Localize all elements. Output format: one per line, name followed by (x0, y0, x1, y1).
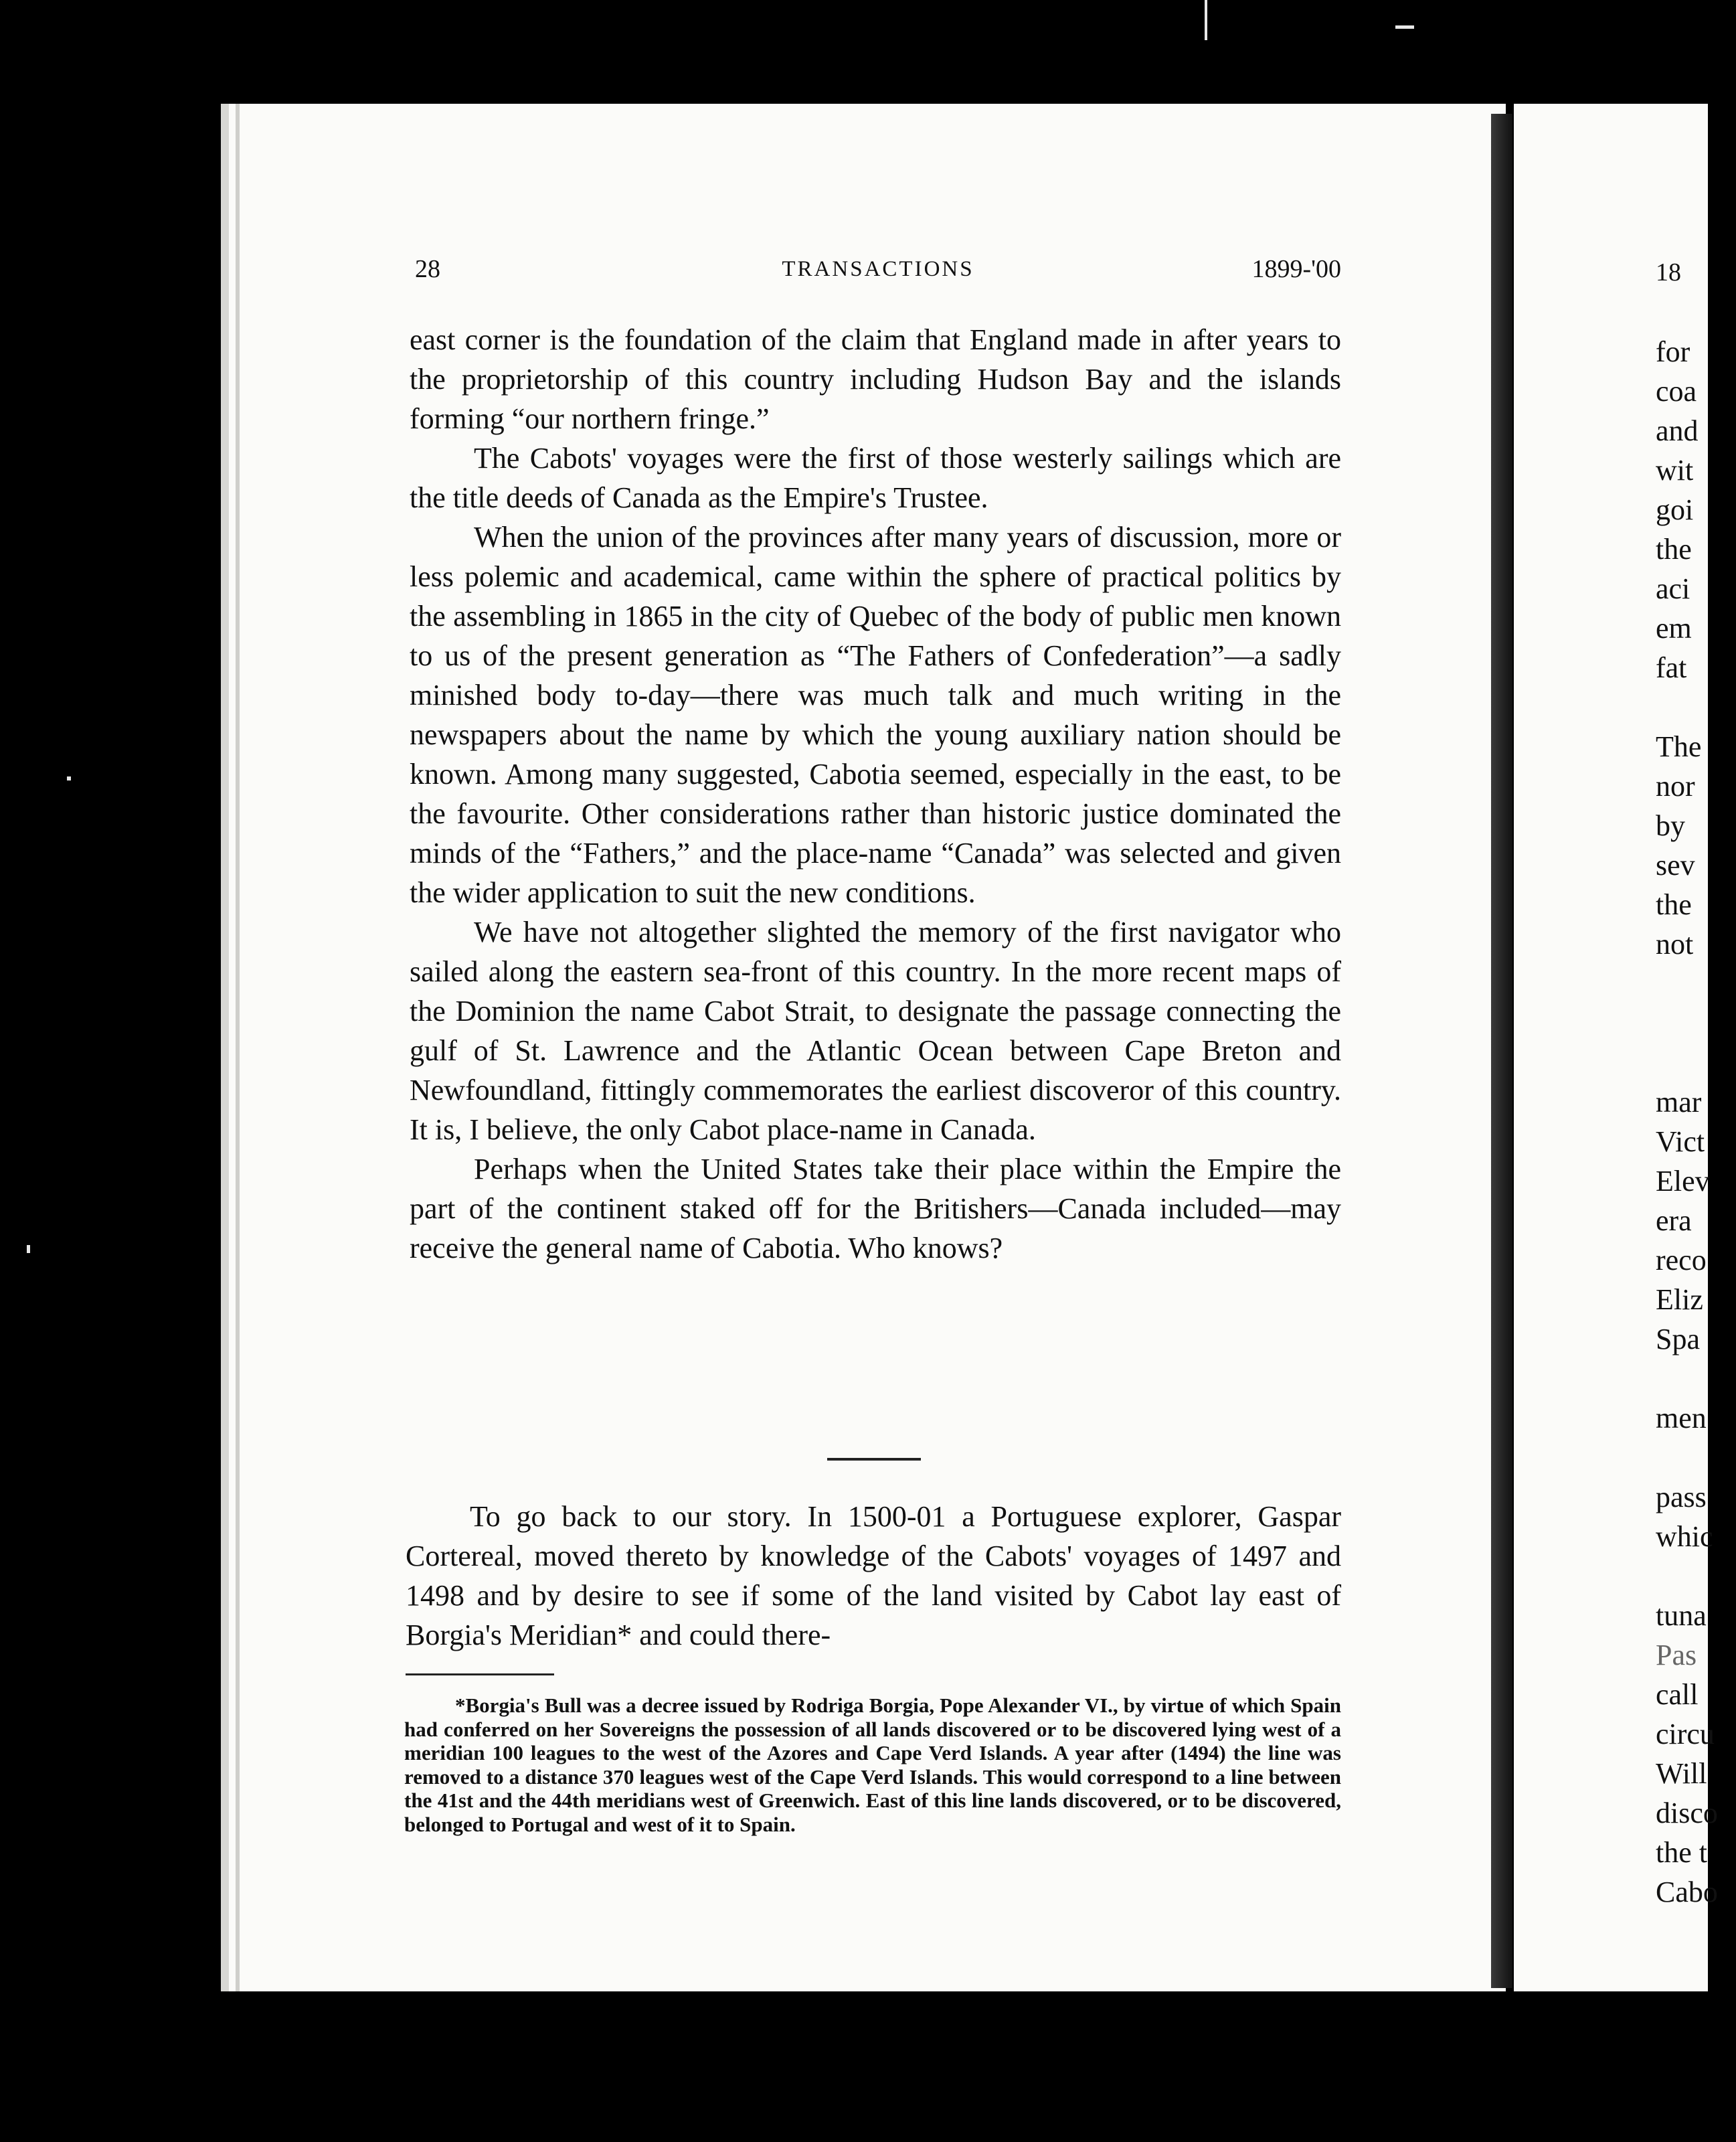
footnote-divider (406, 1673, 554, 1675)
paragraph: east corner is the foundation of the claim that England made in after years to the proprietorship of this country including Hudson Bay and the islands forming “our northern fringe.” (410, 323, 1341, 435)
fragment-line: sev (1656, 849, 1695, 882)
paragraph: The Cabots' voyages were the first of those westerly sailings which are the title deeds of Canada as the Empire's Trustee. (410, 442, 1341, 514)
fragment-line: era (1656, 1204, 1692, 1237)
body-text (410, 320, 1341, 1268)
fragment-line: whic (1656, 1520, 1713, 1553)
fragment-line: wit (1656, 454, 1694, 487)
fragment-line: Spa (1656, 1323, 1700, 1355)
running-title: TRANSACTIONS (782, 257, 974, 281)
scan-speck (1205, 0, 1207, 40)
paragraph: When the union of the provinces after many years of discussion, more or less polemic and academical, came within the sphere of practical politics by the assembling in 1865 in the city of Quebec of the body of public men known to us of the present generation as “The Fathers of Confederation”—a sadly minished body to-day—there was much talk and much writing in the newspapers about the name by which the young auxiliary nation should be known. Among many suggested, Cabotia seemed, especially in the east, to be the favourite. Other considerations rather than historic justice dominated the minds of the “Fathers,” and the place-name “Canada” was selected and given the wider application to suit the new conditions. (410, 521, 1341, 909)
fragment-line: Eliz (1656, 1283, 1703, 1316)
fragment-line: circu (1656, 1718, 1715, 1750)
fragment-line: The (1656, 730, 1702, 763)
section-divider (827, 1458, 921, 1461)
fragment-line: call (1656, 1678, 1699, 1711)
fragment-line: Elev (1656, 1165, 1710, 1198)
fragment-line: the t (1656, 1836, 1707, 1869)
fragment-line: aci (1656, 572, 1690, 605)
fragment-line: Will (1656, 1757, 1707, 1790)
fragment-line: men (1656, 1402, 1707, 1434)
right-page-header: 18 (1656, 258, 1681, 286)
scan-speck (1395, 25, 1414, 29)
fragment-line: mar (1656, 1086, 1702, 1119)
fragment-line: not (1656, 928, 1694, 961)
paragraph: We have not altogether slighted the memory of the first navigator who sailed along the eastern sea-front of this country. In the more recent maps of the Dominion the name Cabot Strait, to designate the passage connecting the gulf of St. Lawrence and the Atlantic Ocean between Cape Breton and Newfoundland, fittingly commemorates the earliest discoveror of this country. It is, I believe, the only Cabot place-name in Canada. (410, 916, 1341, 1146)
fragment-line: the (1656, 888, 1692, 921)
body-text-continued (406, 1497, 1341, 1655)
volume-years: 1899-'00 (1251, 255, 1341, 283)
fragment-line: nor (1656, 770, 1695, 803)
scan-speck (67, 776, 71, 780)
fragment-line: reco (1656, 1244, 1707, 1276)
fragment-line: disco (1656, 1797, 1718, 1829)
fragment-line: Cabo (1656, 1876, 1718, 1908)
fragment-line: goi (1656, 493, 1694, 526)
paragraph: To go back to our story. In 1500-01 a Portuguese explorer, Gaspar Cortereal, moved thereto by knowledge of the Cabots' voyages of 1497 and 1498 and by desire to see if some of the land visited by Cabot lay east of Borgia's Meridian* and could there- (406, 1500, 1341, 1651)
fragment-line: coa (1656, 375, 1697, 408)
fragment-line: by (1656, 809, 1685, 842)
footnote-text: *Borgia's Bull was a decree issued by Rodriga Borgia, Pope Alexander VI., by virtue of which Spain had conferred on her Sovereigns the possession of all lands discovered or to be discovered lying west of a meridian 100 leagues to the west of the Azores and Cape Verd Islands. A year after (1494) the line was removed to a distance 370 leagues west of the Cape Verd Islands. This would correspond to a line between the 41st and the 44th meridians west of Greenwich. East of this line lands discovered, or to be discovered, belonged to Portugal and west of it to Spain. (404, 1694, 1341, 1836)
fragment-line: for (1656, 335, 1690, 368)
paragraph: Perhaps when the United States take their place within the Empire the part of the continent staked off for the Britishers—Canada included—may receive the general name of Cabotia. Who knows? (410, 1153, 1341, 1264)
fragment-line: pass (1656, 1481, 1707, 1513)
fragment-line: and (1656, 414, 1699, 447)
fragment-line: fat (1656, 651, 1687, 684)
book-gutter (1491, 114, 1512, 1988)
footnote (404, 1694, 1341, 1836)
running-head (415, 254, 1341, 288)
fragment-line: the (1656, 533, 1692, 566)
fragment-line: Vict (1656, 1125, 1705, 1158)
fragment-line: tuna (1656, 1599, 1707, 1632)
right-page-fragment (1656, 253, 1736, 1912)
scan-speck (27, 1245, 30, 1253)
page-number: 28 (415, 255, 440, 283)
fragment-line (1656, 1556, 1736, 1596)
fragment-line: Pas (1656, 1639, 1697, 1671)
fragment-line: em (1656, 612, 1692, 645)
